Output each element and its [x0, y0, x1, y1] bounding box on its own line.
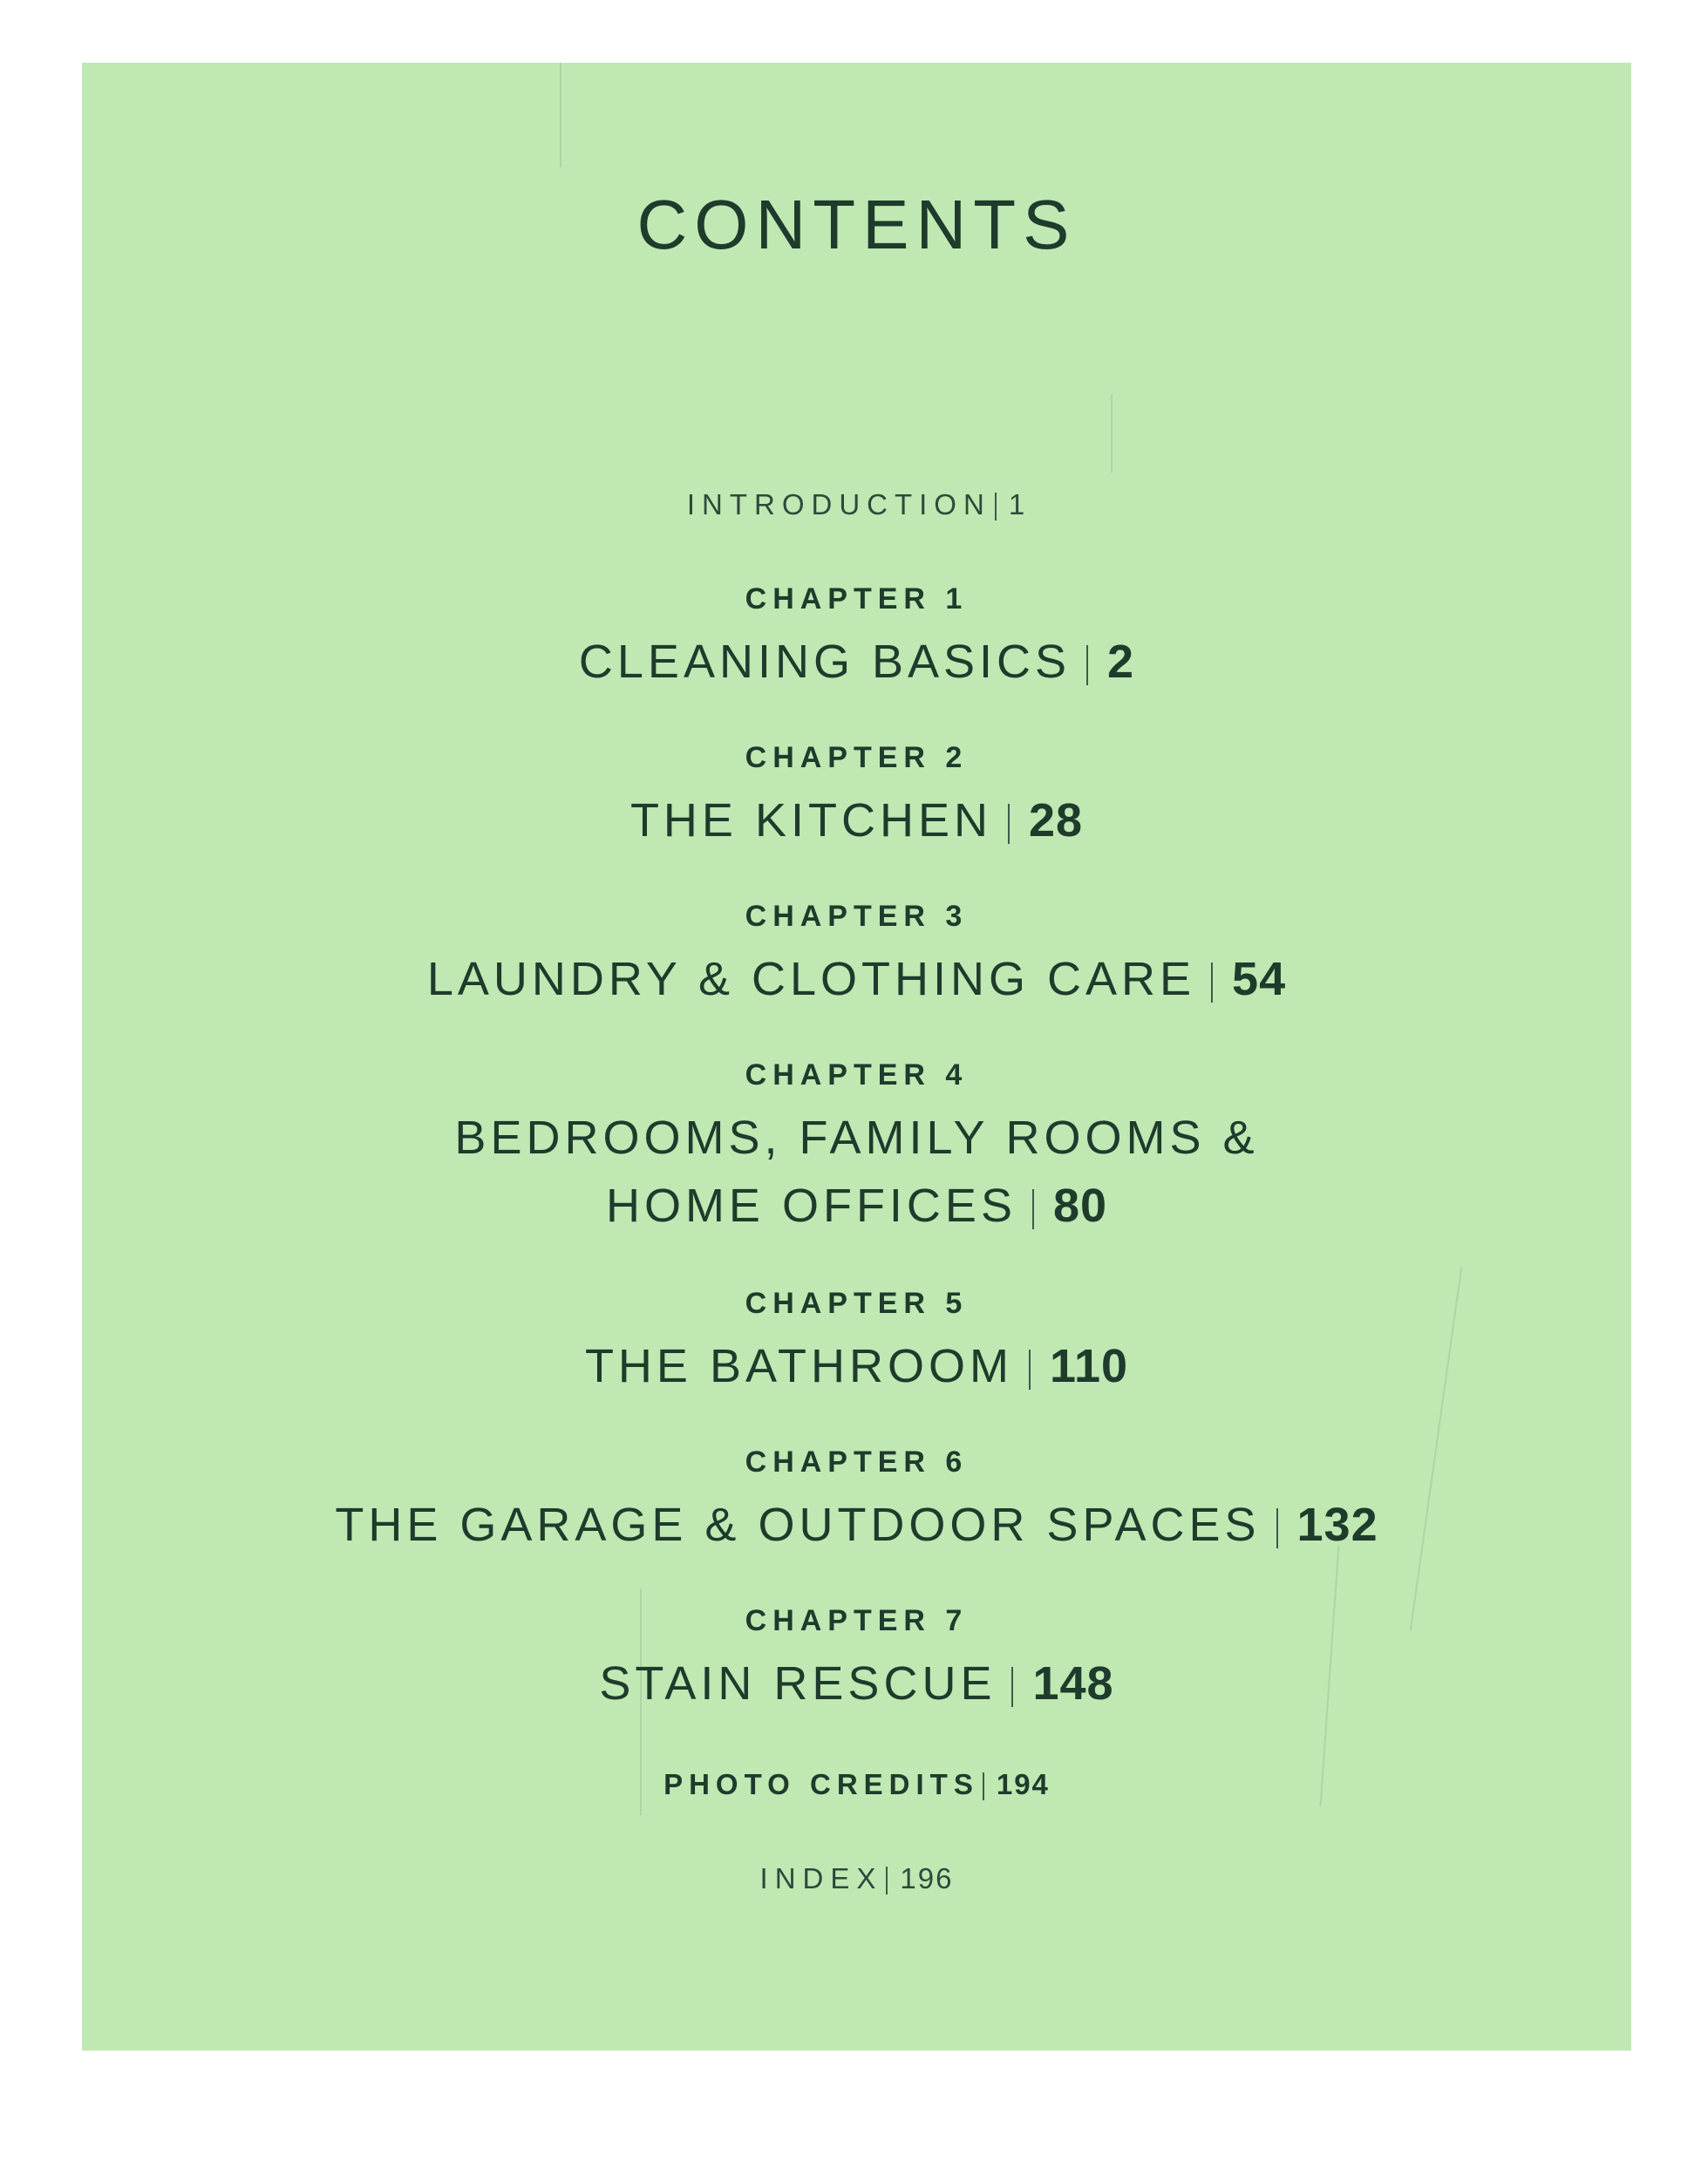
toc-chapter-5[interactable] — [82, 1339, 1631, 1393]
chapter-5-title: THE BATHROOM — [584, 1340, 1013, 1392]
chapter-2-title: THE KITCHEN — [629, 794, 992, 847]
separator — [995, 493, 997, 520]
separator — [1086, 645, 1088, 685]
chapter-4-title-line1[interactable]: BEDROOMS, FAMILY ROOMS & — [454, 1112, 1259, 1164]
separator — [1211, 962, 1213, 1003]
chapter-6-page: 132 — [1296, 1499, 1378, 1551]
separator — [1008, 804, 1010, 844]
toc-index[interactable] — [82, 1862, 1631, 1895]
chapter-2-label: CHAPTER 2 — [745, 741, 969, 774]
toc-introduction[interactable] — [82, 488, 1631, 521]
toc-chapter-4[interactable] — [82, 1179, 1631, 1233]
chapter-3-page: 54 — [1232, 953, 1287, 1005]
separator — [1276, 1508, 1278, 1548]
chapter-7-label: CHAPTER 7 — [745, 1604, 969, 1637]
index-page: 196 — [900, 1862, 954, 1894]
introduction-label: INTRODUCTION — [686, 488, 991, 520]
chapter-4-title-line2: HOME OFFICES — [605, 1180, 1017, 1232]
separator — [886, 1867, 888, 1894]
chapter-1-title: CLEANING BASICS — [578, 636, 1072, 688]
toc-chapter-2[interactable] — [82, 793, 1631, 847]
toc-photo-credits[interactable] — [82, 1768, 1631, 1801]
toc-chapter-1[interactable] — [82, 635, 1631, 689]
chapter-5-label: CHAPTER 5 — [745, 1287, 969, 1320]
photo-credits-label: PHOTO CREDITS — [663, 1768, 979, 1800]
chapter-3-title: LAUNDRY & CLOTHING CARE — [426, 953, 1196, 1005]
toc-chapter-3[interactable] — [82, 952, 1631, 1006]
chapter-4-label: CHAPTER 4 — [745, 1058, 969, 1092]
introduction-page: 1 — [1008, 488, 1027, 520]
separator — [1032, 1189, 1034, 1229]
separator — [1029, 1350, 1031, 1390]
contents-page — [82, 63, 1631, 2051]
chapter-7-page: 148 — [1032, 1657, 1114, 1710]
separator — [983, 1772, 984, 1800]
chapter-3-label: CHAPTER 3 — [745, 900, 969, 933]
chapter-7-title: STAIN RESCUE — [599, 1657, 997, 1710]
index-label: INDEX — [759, 1862, 883, 1894]
chapter-6-label: CHAPTER 6 — [745, 1445, 969, 1479]
table-of-contents — [82, 63, 1631, 2051]
photo-credits-page: 194 — [996, 1768, 1050, 1800]
chapter-6-title: THE GARAGE & OUTDOOR SPACES — [335, 1499, 1261, 1551]
toc-chapter-6[interactable] — [82, 1498, 1631, 1552]
toc-chapter-7[interactable] — [82, 1656, 1631, 1711]
chapter-5-page: 110 — [1049, 1340, 1129, 1392]
chapter-4-page: 80 — [1052, 1180, 1108, 1232]
chapter-1-page: 2 — [1107, 636, 1135, 688]
separator — [1011, 1667, 1013, 1707]
chapter-2-page: 28 — [1028, 794, 1084, 847]
page-title: CONTENTS — [636, 186, 1077, 263]
chapter-1-label: CHAPTER 1 — [745, 582, 969, 616]
